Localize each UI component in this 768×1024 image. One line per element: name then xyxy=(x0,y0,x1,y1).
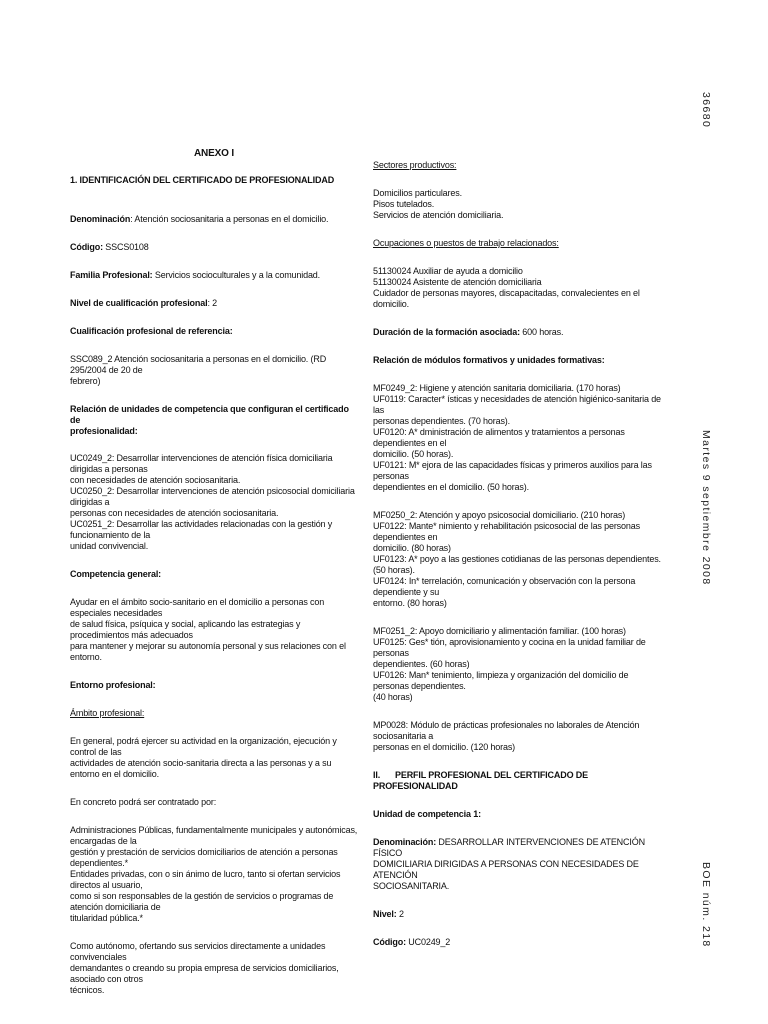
uc-line: UC0251_2: Desarrollar las actividades relacionadas con la gestión y funcionamiento de la xyxy=(70,519,333,540)
concreto-line: En concreto podrá ser contratado por: xyxy=(70,797,217,807)
denominacion2-block xyxy=(373,837,663,892)
mf0251-block xyxy=(373,626,663,703)
ocupaciones-line: 51130024 Auxiliar de ayuda a domicilio xyxy=(373,266,523,276)
cualificacion-line-2: febrero) xyxy=(70,376,101,386)
codigo2-value: UC0249_2 xyxy=(405,937,451,947)
uc-line: con necesidades de atención sociosanitaria. xyxy=(70,475,241,485)
relacion-uc-line-2: profesionalidad: xyxy=(70,426,138,436)
mf-line: UF0124: In* terrelación, comunicación y observación con la persona dependiente y su xyxy=(373,576,636,597)
ocupaciones-title: Ocupaciones o puestos de trabajo relacionados: xyxy=(373,238,559,248)
nivel2-line xyxy=(373,909,663,920)
denominacion2-line: SOCIOSANITARIA. xyxy=(373,881,450,891)
duracion-value: 600 horas. xyxy=(519,327,564,337)
mf-line: UF0122: Mante* nimiento y rehabilitación psicosocial de las personas dependientes en xyxy=(373,521,640,542)
nivel-line xyxy=(70,298,358,309)
section2-number: II. xyxy=(373,770,381,780)
administraciones-line: titularidad pública.* xyxy=(70,913,143,923)
familia-label: Familia Profesional: xyxy=(70,270,153,280)
mp-line: personas en el domicilio. (120 horas) xyxy=(373,742,516,752)
mf-line: UF0120: A* dministración de alimentos y tratamientos a personas dependientes en el xyxy=(373,427,625,448)
competencia-line: de salud física, psíquica y social, aplicando las estrategias y procedimientos más adecuados xyxy=(70,619,301,640)
competencia-title: Competencia general: xyxy=(70,569,162,579)
denominacion2-line xyxy=(373,837,663,859)
mp-line: MP0028: Módulo de prácticas profesionales no laborales de Atención sociosanitaria a xyxy=(373,720,640,741)
sectores-line: Pisos tutelados. xyxy=(373,199,435,209)
unidad-title: Unidad de competencia 1: xyxy=(373,809,481,819)
uc-line: UC0249_2: Desarrollar intervenciones de atención física domiciliaria dirigidas a personas xyxy=(70,453,333,474)
sectores-list xyxy=(373,188,663,221)
mf-line: dependientes en el domicilio. (50 horas). xyxy=(373,482,529,492)
denominacion2-line: DOMICILIARIA DIRIGIDAS A PERSONAS CON NECESIDADES DE ATENCIÓN xyxy=(373,859,639,880)
mf0249-block xyxy=(373,383,663,493)
mf-line: domicilio. (80 horas) xyxy=(373,543,451,553)
entorno-title: Entorno profesional: xyxy=(70,680,156,690)
mf-line: UF0119: Caracter* ísticas y necesidades de atención higiénico-sanitaria de las xyxy=(373,394,661,415)
mf-line: MF0249_2: Higiene y atención sanitaria domiciliaria. (170 horas) xyxy=(373,383,621,393)
mf0250-block xyxy=(373,510,663,609)
mp0028-block xyxy=(373,720,663,753)
uc-line: UC0250_2: Desarrollar intervenciones de atención psicosocial domiciliaria dirigidas a xyxy=(70,486,355,507)
administraciones-line: Entidades privadas, con o sin ánimo de lucro, tanto si ofertan servicios directos al usuario, xyxy=(70,869,341,890)
cualificacion-title: Cualificación profesional de referencia: xyxy=(70,326,233,336)
sectores-line: Servicios de atención domiciliaria. xyxy=(373,210,504,220)
page-number: 36680 xyxy=(700,92,712,129)
left-column xyxy=(70,148,358,996)
competencia-line: para mantener y mejorar su autonomía personal y sus relaciones con el entorno. xyxy=(70,641,346,662)
administraciones-line: como si son responsables de la gestión de servicios o programas de atención domiciliaria de xyxy=(70,891,334,912)
administraciones-text xyxy=(70,825,358,924)
ambito-title: Ámbito profesional: xyxy=(70,708,145,718)
section2-heading xyxy=(373,770,663,792)
administraciones-line: Administraciones Públicas, fundamentalmente municipales y autonómicas, encargadas de la xyxy=(70,825,358,846)
competencia-text xyxy=(70,597,358,663)
ambito-text xyxy=(70,736,358,780)
autonomo-text xyxy=(70,941,358,996)
ocupaciones-line: 51130024 Asistente de atención domiciliaria xyxy=(373,277,542,287)
section2-title: PERFIL PROFESIONAL DEL CERTIFICADO DE PROFESIONALIDAD xyxy=(373,770,588,791)
autonomo-line: técnicos. xyxy=(70,985,105,995)
duracion-label: Duración de la formación asociada: xyxy=(373,327,520,337)
ocupaciones-line: Cuidador de personas mayores, discapacitadas, convalecientes en el domicilio. xyxy=(373,288,640,309)
administraciones-line: gestión y prestación de servicios domiciliarios de atención a personas dependientes.* xyxy=(70,847,338,868)
familia-line xyxy=(70,270,358,281)
duracion-line xyxy=(373,327,663,338)
codigo2-line xyxy=(373,937,663,948)
mf-line: UF0126: Man* tenimiento, limpieza y organización del domicilio de personas dependientes. xyxy=(373,670,629,691)
publication-issue: BOE núm. 218 xyxy=(700,862,712,948)
codigo-label: Código: xyxy=(70,242,103,252)
ambito-line: En general, podrá ejercer su actividad en la organización, ejecución y control de las xyxy=(70,736,337,757)
uc-list xyxy=(70,453,358,552)
ambito-line: actividades de atención socio-sanitaria directa a las personas y a su entorno en el domicilio. xyxy=(70,758,332,779)
mf-line: dependientes. (60 horas) xyxy=(373,659,470,669)
denominacion-line xyxy=(70,214,358,225)
nivel-value: : 2 xyxy=(207,298,218,308)
mf-line: entorno. (80 horas) xyxy=(373,598,447,608)
nivel2-value: 2 xyxy=(396,909,404,919)
uc-line: unidad convivencial. xyxy=(70,541,149,551)
annex-title: ANEXO I xyxy=(193,148,235,159)
section1-title: 1. IDENTIFICACIÓN DEL CERTIFICADO DE PROFESIONALIDAD xyxy=(70,175,335,185)
mf-line: domicilio. (50 horas). xyxy=(373,449,454,459)
publication-date: Martes 9 septiembre 2008 xyxy=(700,430,712,586)
mf-line: UF0125: Ges* tión, aprovisionamiento y cocina en la unidad familiar de personas xyxy=(373,637,646,658)
uc-line: personas con necesidades de atención sociosanitaria. xyxy=(70,508,279,518)
mf-line: personas dependientes. (70 horas). xyxy=(373,416,510,426)
denominacion2-label: Denominación: xyxy=(373,837,437,847)
mf-line: MF0250_2: Atención y apoyo psicosocial domiciliario. (210 horas) xyxy=(373,510,626,520)
mf-line: UF0123: A* poyo a las gestiones cotidianas de las personas dependientes. (50 horas). xyxy=(373,554,661,575)
nivel2-label: Nivel: xyxy=(373,909,397,919)
autonomo-line: demandantes o creando su propia empresa de servicios domiciliarios, asociado con otros xyxy=(70,963,339,984)
right-column xyxy=(373,160,663,948)
denominacion-label: Denominación xyxy=(70,214,131,224)
mf-line: MF0251_2: Apoyo domiciliario y alimentación familiar. (100 horas) xyxy=(373,626,626,636)
nivel-label: Nivel de cualificación profesional xyxy=(70,298,208,308)
denominacion-value: : Atención sociosanitaria a personas en el domicilio. xyxy=(130,214,329,224)
autonomo-line: Como autónomo, ofertando sus servicios directamente a unidades convivenciales xyxy=(70,941,326,962)
mf-line: (40 horas) xyxy=(373,692,413,702)
codigo-line xyxy=(70,242,358,253)
codigo-value: SSCS0108 xyxy=(102,242,149,252)
sectores-title: Sectores productivos: xyxy=(373,160,457,170)
relacion-mod-title: Relación de módulos formativos y unidades formativas: xyxy=(373,355,605,365)
mf-line: UF0121: M* ejora de las capacidades físicas y primeros auxilios para las personas xyxy=(373,460,652,481)
ocupaciones-list xyxy=(373,266,663,310)
codigo2-label: Código: xyxy=(373,937,406,947)
sectores-line: Domicilios particulares. xyxy=(373,188,462,198)
competencia-line: Ayudar en el ámbito socio-sanitario en el domicilio a personas con especiales necesidades xyxy=(70,597,325,618)
denominacion2-value: DESARROLLAR INTERVENCIONES DE ATENCIÓN FÍSICO xyxy=(373,837,645,858)
familia-value: Servicios socioculturales y a la comunidad. xyxy=(152,270,321,280)
cualificacion-line-1: SSC089_2 Atención sociosanitaria a personas en el domicilio. (RD 295/2004 de 20 de xyxy=(70,354,327,375)
relacion-uc-line-1: Relación de unidades de competencia que configuran el certificado de xyxy=(70,404,349,425)
